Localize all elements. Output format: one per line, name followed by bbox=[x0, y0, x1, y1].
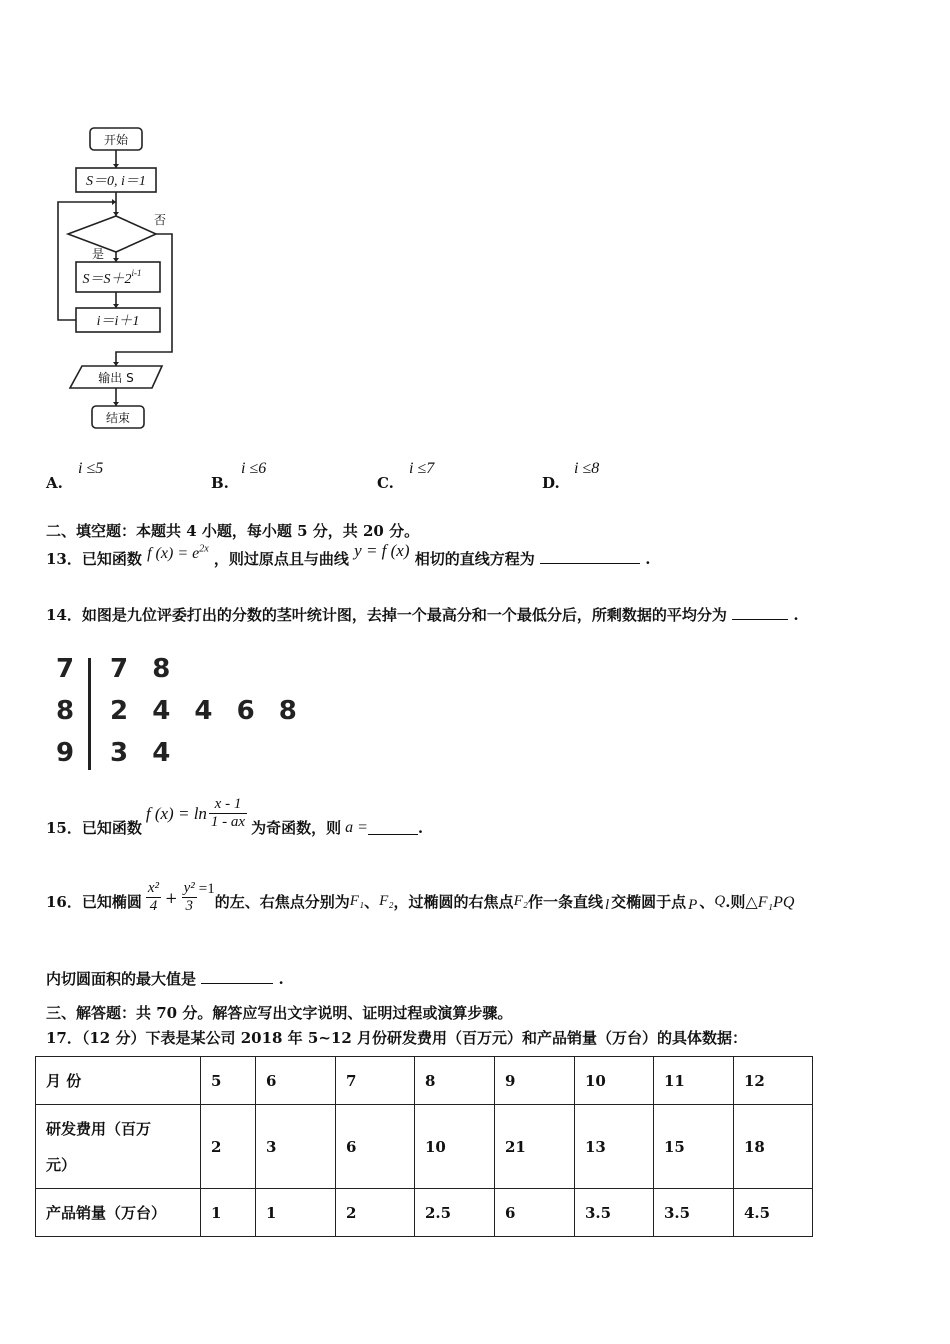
q16-f2b: F₂ bbox=[513, 893, 528, 909]
table-cell: 21 bbox=[495, 1105, 575, 1189]
flowchart-start-label: 开始 bbox=[103, 133, 129, 147]
question-16-line-2 bbox=[46, 968, 284, 989]
q16-line2-text: 内切圆面积的最大值是 bbox=[46, 970, 197, 988]
table-cell: 1 bbox=[256, 1189, 336, 1237]
stem-leaf-plot bbox=[50, 652, 310, 776]
table-cell: 4.5 bbox=[734, 1189, 813, 1237]
option-c-value: i ≤7 bbox=[409, 460, 435, 477]
q16-text5: .则 bbox=[725, 893, 746, 911]
stem-value: 7 bbox=[56, 654, 75, 684]
flowchart-init-label: S＝0, i＝1 bbox=[86, 174, 146, 189]
option-b bbox=[211, 460, 331, 492]
table-cell: 18 bbox=[734, 1105, 813, 1189]
q14-end: . bbox=[793, 606, 799, 624]
option-d bbox=[542, 460, 662, 492]
option-a-label: A. bbox=[46, 474, 63, 492]
q15-mid: 为奇函数，则 bbox=[251, 819, 342, 837]
q16-p: P bbox=[688, 897, 698, 913]
table-cell: 1 bbox=[201, 1189, 256, 1237]
q15-end: . bbox=[417, 818, 424, 837]
q16-sep: 、 bbox=[364, 893, 380, 911]
q14-answer-blank[interactable] bbox=[732, 605, 788, 620]
table-cell: 5 bbox=[201, 1057, 256, 1105]
table-row bbox=[36, 1057, 813, 1105]
q16-text2: ，过椭圆的右焦点 bbox=[393, 893, 514, 911]
q13-answer-blank[interactable] bbox=[540, 549, 640, 564]
q16-fraction-x bbox=[146, 880, 161, 915]
data-table bbox=[35, 1056, 813, 1237]
q16-denominator-y: 3 bbox=[185, 898, 193, 914]
table-header-line: 研发费用（百万 bbox=[46, 1119, 152, 1138]
table-row bbox=[36, 1189, 813, 1237]
flowchart-condition-diamond bbox=[68, 216, 156, 252]
q15-function: f (x) = ln bbox=[145, 803, 207, 823]
table-cell: 6 bbox=[336, 1105, 415, 1189]
table-row bbox=[36, 1105, 813, 1189]
question-16 bbox=[46, 880, 794, 915]
table-cell: 3.5 bbox=[575, 1189, 654, 1237]
flowchart-yes-label: 是 bbox=[92, 247, 105, 261]
stem-value: 8 bbox=[56, 696, 75, 726]
table-header-line: 元） bbox=[46, 1155, 77, 1174]
flowchart-no-label: 否 bbox=[154, 213, 167, 227]
table-cell: 11 bbox=[654, 1057, 734, 1105]
q16-sep2: 、 bbox=[699, 893, 715, 911]
q15-answer-blank[interactable] bbox=[368, 820, 418, 835]
table-cell: 12 bbox=[734, 1057, 813, 1105]
stem-leaf-divider bbox=[88, 658, 91, 770]
q15-var: a = bbox=[345, 818, 368, 836]
table-cell: 7 bbox=[336, 1057, 415, 1105]
table-cell: 2 bbox=[201, 1105, 256, 1189]
q13-prefix: 13．已知函数 bbox=[46, 550, 142, 568]
section-2-heading: 二、填空题：本题共 4 小题，每小题 5 分，共 20 分。 bbox=[46, 522, 420, 540]
section-3-heading: 三、解答题：共 70 分。解答应写出文字说明、证明过程或演算步骤。 bbox=[46, 1004, 513, 1022]
table-cell: 13 bbox=[575, 1105, 654, 1189]
table-cell: 2.5 bbox=[415, 1189, 495, 1237]
q15-denominator: 1 - ax bbox=[210, 814, 246, 830]
table-cell: 3.5 bbox=[654, 1189, 734, 1237]
q14-text: 14．如图是九位评委打出的分数的茎叶统计图，去掉一个最高分和一个最低分后，所剩数据的平均分为 bbox=[46, 606, 727, 624]
stem-value: 9 bbox=[56, 738, 75, 768]
q16-end: . bbox=[278, 970, 284, 988]
q16-text1: 的左、右焦点分别为 bbox=[214, 893, 350, 911]
q13-function: f $(x) = e^{2x}$ bbox=[147, 543, 209, 562]
option-a bbox=[46, 460, 166, 492]
option-b-label: B. bbox=[211, 474, 229, 492]
q13-curve: y = f (x) bbox=[354, 541, 410, 560]
table-cell: 15 bbox=[654, 1105, 734, 1189]
option-d-label: D. bbox=[542, 474, 560, 492]
table-cell: 9 bbox=[495, 1057, 575, 1105]
q16-text4: 交椭圆于点 bbox=[611, 893, 687, 911]
table-cell: 6 bbox=[256, 1057, 336, 1105]
q16-line-l: l bbox=[604, 897, 610, 913]
q16-equals: =1 bbox=[198, 881, 215, 897]
q15-prefix: 15．已知函数 bbox=[46, 819, 142, 837]
option-c bbox=[377, 460, 497, 492]
leaf-values: 2 4 4 6 8 bbox=[110, 696, 299, 726]
question-17: 17．（12 分）下表是某公司 2018 年 5~12 月份研发费用（百万元）和产品销量（万台）的具体数据： bbox=[46, 1029, 747, 1047]
option-a-value: i ≤5 bbox=[78, 460, 104, 477]
flowchart bbox=[40, 120, 210, 440]
leaf-values: 7 8 bbox=[110, 654, 173, 684]
table-cell: 2 bbox=[336, 1189, 415, 1237]
table-cell: 8 bbox=[415, 1057, 495, 1105]
flowchart-output-label: 输出 S bbox=[98, 371, 134, 385]
q16-text3: 作一条直线 bbox=[527, 893, 603, 911]
table-row-header: 月 份 bbox=[36, 1057, 201, 1105]
leaf-values: 3 4 bbox=[110, 738, 173, 768]
flowchart-update-i-label: i＝i＋1 bbox=[96, 314, 140, 329]
table-cell: 3 bbox=[256, 1105, 336, 1189]
flowchart-end-label: 结束 bbox=[105, 411, 131, 425]
table-cell: 10 bbox=[575, 1057, 654, 1105]
q15-fraction bbox=[209, 796, 247, 831]
q16-f1: F₁ bbox=[349, 893, 365, 909]
q16-denominator-x: 4 bbox=[149, 898, 158, 914]
table-row-header bbox=[36, 1105, 201, 1189]
table-cell: 6 bbox=[495, 1189, 575, 1237]
q16-f2: F₂ bbox=[379, 893, 394, 909]
q16-numerator-x: x² bbox=[147, 880, 160, 896]
question-14 bbox=[46, 604, 799, 625]
question-13 bbox=[46, 541, 651, 569]
q16-triangle: △F₁PQ bbox=[745, 893, 795, 911]
option-d-value: i ≤8 bbox=[574, 460, 600, 477]
question-15 bbox=[46, 796, 424, 837]
q16-answer-blank[interactable] bbox=[201, 969, 273, 984]
option-c-label: C. bbox=[377, 474, 394, 492]
table-cell: 10 bbox=[415, 1105, 495, 1189]
q15-numerator: x - 1 bbox=[209, 796, 247, 814]
q16-plus: + bbox=[165, 888, 178, 907]
q16-prefix: 16．已知椭圆 bbox=[46, 893, 142, 911]
table-row-header: 产品销量（万台） bbox=[36, 1189, 201, 1237]
q13-suffix: 相切的直线方程为 bbox=[414, 550, 535, 568]
q13-end: . bbox=[645, 550, 651, 568]
flowchart-update-s-label: $S=S+2^{i-1}$ bbox=[82, 268, 142, 287]
q13-mid: ，则过原点且与曲线 bbox=[213, 550, 349, 568]
q16-q: Q bbox=[714, 893, 726, 909]
q16-fraction-y bbox=[182, 880, 197, 915]
option-b-value: i ≤6 bbox=[241, 460, 267, 477]
q16-numerator-y: y² bbox=[183, 880, 195, 896]
